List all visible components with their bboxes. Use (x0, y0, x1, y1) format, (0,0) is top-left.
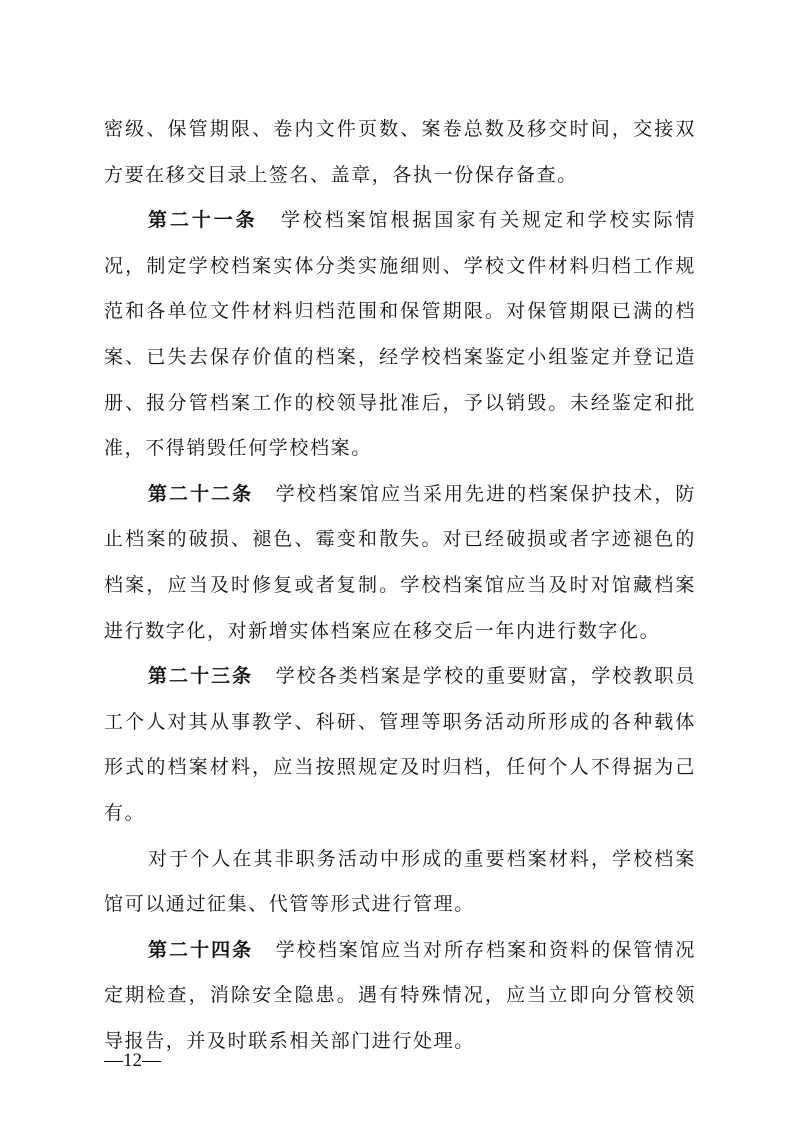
article-text: 学校档案馆根据国家有关规定和学校实际情况，制定学校档案实体分类实施细则、学校文件材料归档工作规范和各单位文件材料归档范围和保管期限。对保管期限已满的档案、已失去保存价值的档案，经学校档案鉴定小组鉴定并登记造册、报分管档案工作的校领导批准后，予以销毁。未经鉴定和批准，不得销毁任何学校档案。 (104, 209, 696, 460)
article-24 (104, 928, 696, 1065)
article-21 (104, 198, 696, 472)
article-23-paragraph-2 (104, 837, 696, 928)
body-text (104, 107, 696, 1064)
article-text: 学校档案馆应当对所存档案和资料的保管情况定期检查，消除安全隐患。遇有特殊情况，应当立即向分管校领导报告，并及时联系相关部门进行处理。 (104, 938, 696, 1052)
page-number: —12— (104, 1050, 161, 1071)
article-text: 学校各类档案是学校的重要财富，学校教职员工个人对其从事教学、科研、管理等职务活动所形成的各种载体形式的档案材料，应当按照规定及时归档，任何个人不得据为己有。 (104, 665, 696, 824)
paragraph-text: 对于个人在其非职务活动中形成的重要档案材料，学校档案馆可以通过征集、代管等形式进行管理。 (104, 847, 696, 916)
article-number: 第二十一条 (148, 209, 258, 232)
article-23 (104, 654, 696, 836)
paragraph-text: 密级、保管期限、卷内文件页数、案卷总数及移交时间，交接双方要在移交目录上签名、盖章，各执一份保存备查。 (104, 118, 696, 186)
article-number: 第二十四条 (148, 938, 254, 961)
paragraph-continuation (104, 107, 696, 198)
article-22 (104, 472, 696, 654)
article-number: 第二十三条 (148, 665, 254, 688)
article-text: 学校档案馆应当采用先进的档案保护技术，防止档案的破损、褪色、霉变和散失。对已经破损或者字迹褪色的档案，应当及时修复或者复制。学校档案馆应当及时对馆藏档案进行数字化，对新增实体档案应在移交后一年内进行数字化。 (104, 482, 696, 642)
article-number: 第二十二条 (148, 482, 254, 505)
